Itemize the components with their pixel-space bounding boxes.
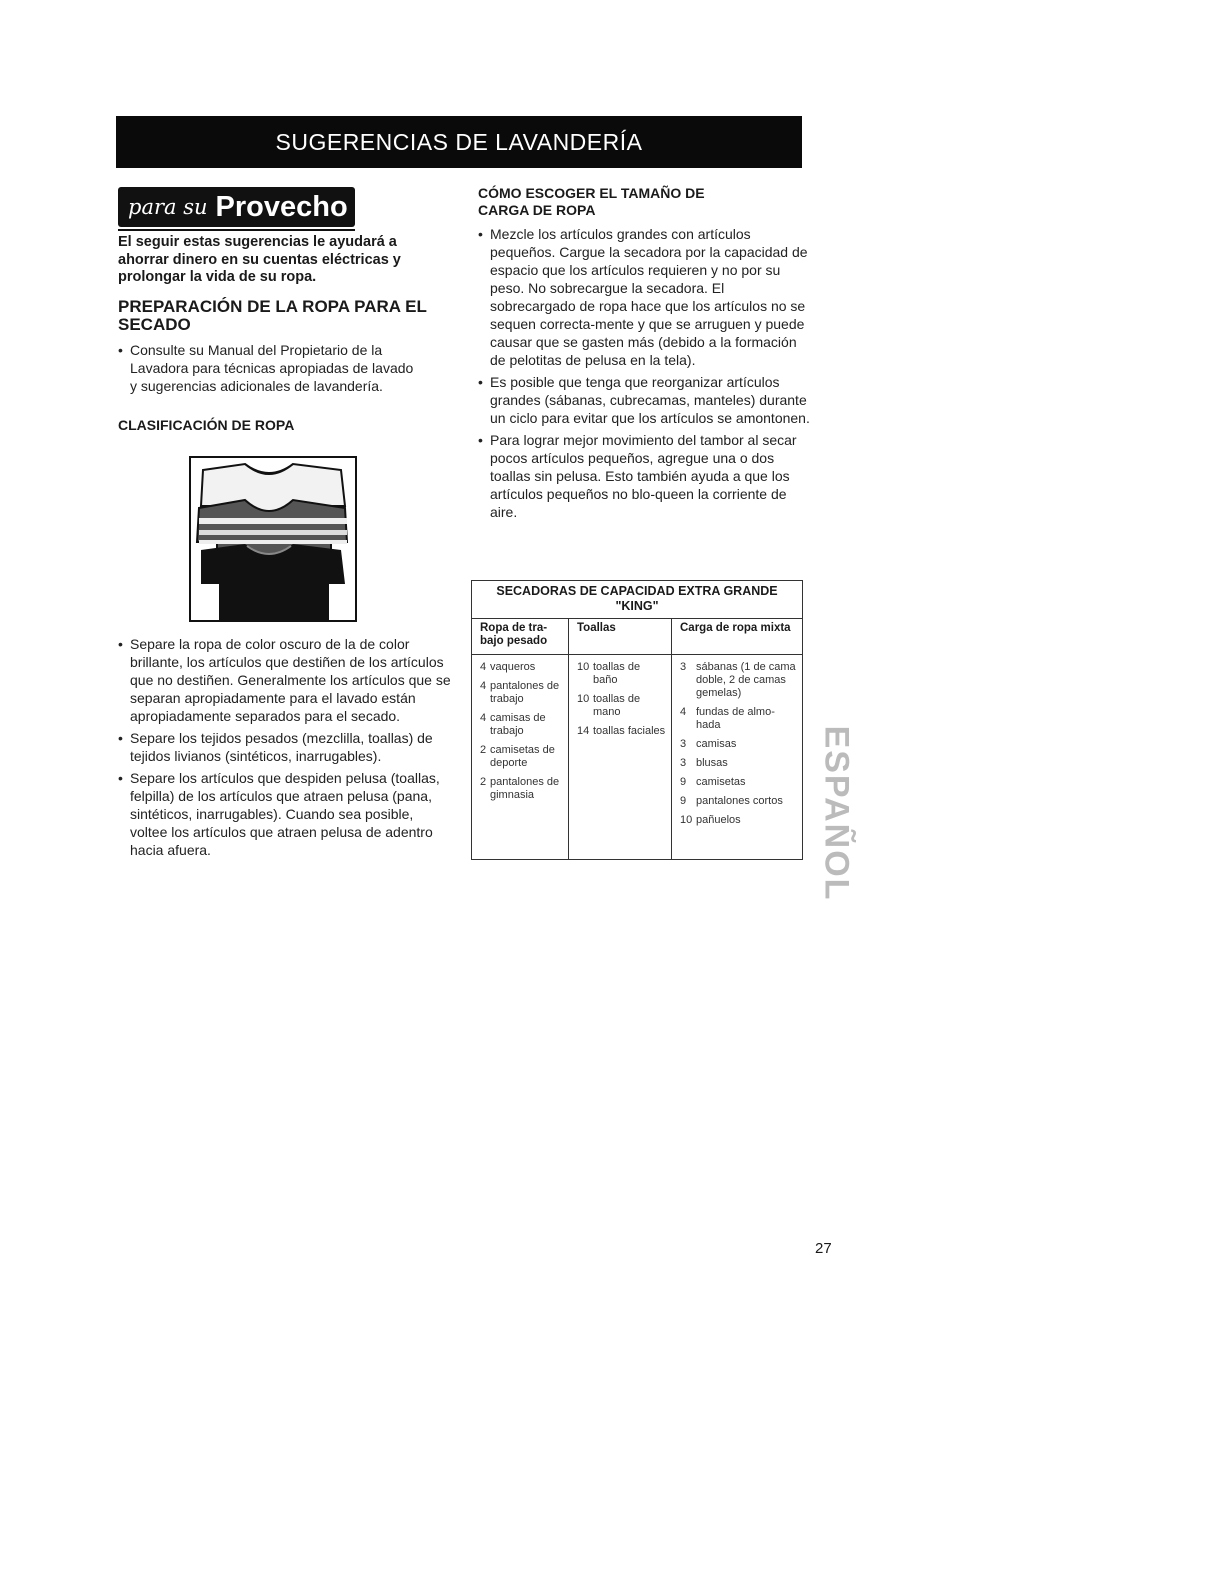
table-item: 10 toallas de mano (577, 693, 641, 718)
table-item: 10 toallas de baño (577, 661, 641, 686)
table-item: 14 toallas faciales (577, 725, 666, 737)
column-header: Carga de ropa mixta (672, 619, 803, 655)
column-cell-heavy (472, 655, 569, 860)
prep-heading: PREPARACIÓN DE LA ROPA PARA EL SECADO (118, 297, 427, 334)
badge-strong-text: Provecho (215, 190, 348, 223)
sort-list (118, 635, 452, 863)
list-item: • Mezcle los artículos grandes con artículos pequeños. Cargue la secadora por la capacidad de espacio que los artículos requieren y no por su peso. No sobrecargue la secadora. El sobrecargado de ropa hace que los artículos no se sequen correcta-mente y que se arruguen y puede causar que se gasten más (debido a la formación de pelotitas de pelusa en la tela). (478, 225, 812, 369)
table-title: SECADORAS DE CAPACIDAD EXTRA GRANDE "KING" (472, 581, 803, 619)
table-item: 3 blusas (680, 757, 728, 769)
language-side-label (815, 713, 857, 913)
prep-list (118, 341, 418, 399)
column-cell-mixed (672, 655, 803, 860)
table-item: 10 pañuelos (680, 814, 741, 826)
list-item: • Es posible que tenga que reorganizar artículos grandes (sábanas, cubrecamas, manteles) durante un ciclo para evitar que los artículos se amontonen. (478, 373, 812, 427)
table-item: 4 pantalones de trabajo (480, 680, 560, 705)
para-su-provecho-badge (118, 187, 355, 227)
size-heading: CÓMO ESCOGER EL TAMAÑO DE CARGA DE ROPA (478, 185, 705, 218)
table-item: 4 vaqueros (480, 661, 536, 673)
table-item: 4 camisas de trabajo (480, 712, 546, 737)
list-item: • Separe la ropa de color oscuro de la de color brillante, los artículos que destiñen de los artículos que no destiñen. Generalmente los artículos que se separan apropiadamente para el lavado están apropiadamente separados para el secado. (118, 635, 452, 725)
list-item: • Consulte su Manual del Propietario de la Lavadora para técnicas apropiadas de lavado y sugerencias adicionales de lavandería. (118, 341, 418, 395)
page-number: 27 (815, 1240, 832, 1257)
table-item: 3 camisas (680, 738, 737, 750)
sort-heading: CLASIFICACIÓN DE ROPA (118, 417, 295, 433)
intro-text: El seguir estas sugerencias le ayudará a ahorrar dinero en su cuentas eléctricas y prolongar la vida de su ropa. (118, 234, 401, 285)
table-item: 2 pantalones de gimnasia (480, 776, 560, 801)
table-item: 2 camisetas de deporte (480, 744, 555, 769)
column-header: Toallas (569, 619, 672, 655)
column-cell-towels (569, 655, 672, 860)
banner-title: SUGERENCIAS DE LAVANDERÍA (275, 128, 643, 155)
badge-script-text: para su (128, 195, 208, 219)
side-label-text: ESPAÑOL (817, 725, 856, 901)
column-header: Ropa de tra-bajo pesado (472, 619, 569, 655)
table-item: 9 camisetas (680, 776, 746, 788)
table-item: 4 fundas de almo-hada (680, 706, 775, 731)
capacity-table (471, 580, 803, 860)
list-item: • Para lograr mejor movimiento del tambor al secar pocos artículos pequeños, agregue una o dos toallas sin pelusa. Esto también ayuda a que los artículos pequeños no blo-queen la corriente de aire. (478, 431, 812, 521)
table-item: 3 sábanas (1 de cama doble, 2 de camas gemelas) (680, 661, 796, 699)
list-item: • Separe los artículos que despiden pelusa (toallas, felpilla) de los artículos que atraen pelusa (pana, sintéticos, inarrugables). Cuando sea posible, voltee los artículos que atraen pelusa de adentro hacia afuera. (118, 769, 452, 859)
table-item: 9 pantalones cortos (680, 795, 783, 807)
size-list (478, 225, 812, 525)
badge-underline (118, 229, 355, 231)
clothes-sorting-illustration (189, 456, 357, 622)
page-banner (116, 116, 802, 168)
list-item: • Separe los tejidos pesados (mezclilla, toallas) de tejidos livianos (sintéticos, inarrugables). (118, 729, 452, 765)
